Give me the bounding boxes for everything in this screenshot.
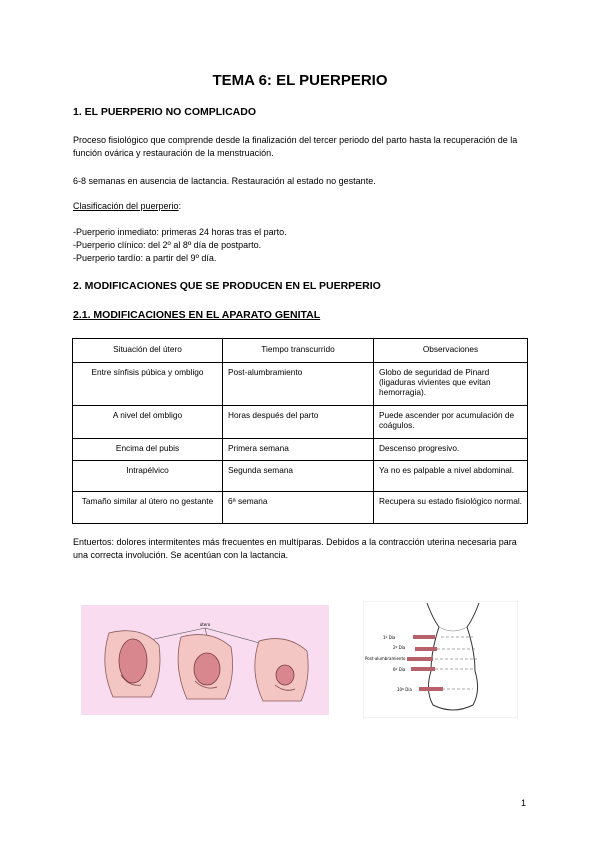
day-label: 2º Día	[393, 645, 406, 650]
table-cell: Post-alumbramiento	[223, 363, 374, 406]
fundal-height-diagram	[363, 601, 518, 718]
torso-panel-1	[105, 631, 160, 697]
marker-bar	[419, 687, 443, 691]
uterus-shape	[276, 665, 294, 685]
uterus-table	[72, 338, 528, 524]
table-cell: Globo de seguridad de Pinard (ligaduras vivientes que evitan hemorragia).	[374, 363, 528, 406]
table-cell: 6ª semana	[223, 492, 374, 524]
duration-paragraph: 6-8 semanas en ausencia de lactancia. Restauración al estado no gestante.	[73, 176, 376, 186]
table-cell: Ya no es palpable a nivel abdominal.	[374, 461, 528, 492]
day-label: 6º Día	[393, 667, 406, 672]
table-cell: Horas después del parto	[223, 406, 374, 439]
marker-bar	[415, 647, 437, 651]
marker-bar	[413, 635, 435, 639]
section-heading-2-1: 2.1. MODIFICACIONES EN EL APARATO GENITAL	[73, 309, 321, 321]
marker-bar	[411, 667, 435, 671]
day-label: 1º Día	[383, 635, 396, 640]
table-cell: Encima del pubis	[73, 439, 223, 461]
table-cell: Puede ascender por acumulación de coágulos.	[374, 406, 528, 439]
table-cell: Segunda semana	[223, 461, 374, 492]
day-label: Post-alumbramiento	[365, 656, 406, 661]
table-row	[73, 461, 528, 492]
table-row	[73, 439, 528, 461]
section-heading-2: 2. MODIFICACIONES QUE SE PRODUCEN EN EL PUERPERIO	[73, 280, 381, 292]
table-row	[73, 363, 528, 406]
list-item: -Puerperio inmediato: primeras 24 horas tras el parto.	[73, 227, 287, 237]
definition-paragraph: Proceso fisiológico que comprende desde la finalización del tercer periodo del parto hasta la recuperación de la función ovárica y restauración de la menstruación.	[73, 135, 518, 158]
table-cell: Tamaño similar al útero no gestante	[73, 492, 223, 524]
page-title: TEMA 6: EL PUERPERIO	[212, 72, 388, 89]
table-cell: A nivel del ombligo	[73, 406, 223, 439]
entuertos-paragraph: Entuertos: dolores intermitentes más frecuentes en multíparas. Debidos a la contracción uterina necesaria para una correcta involución. Se acentúan con la lactancia.	[73, 537, 517, 560]
section-heading-1: 1. EL PUERPERIO NO COMPLICADO	[73, 106, 256, 118]
fundal-height-figure	[363, 601, 518, 718]
marker-bar	[407, 657, 433, 661]
table-header-row	[73, 339, 528, 363]
uterus-shape	[119, 639, 147, 683]
torso-panel-3	[255, 639, 308, 701]
table-cell: Descenso progresivo.	[374, 439, 528, 461]
classification-list	[73, 226, 533, 265]
table-row	[73, 492, 528, 524]
page-number: 1	[521, 798, 527, 808]
list-item: -Puerperio tardío: a partir del 9º día.	[73, 253, 217, 263]
column-header: Situación del útero	[73, 339, 223, 363]
list-item: -Puerperio clínico: del 2º al 8º día de postparto.	[73, 240, 262, 250]
day-label: 10º Día	[397, 687, 412, 692]
column-header: Tiempo transcurrido	[223, 339, 374, 363]
uterus-involution-figure	[81, 605, 329, 715]
table-row	[73, 406, 528, 439]
torso-panel-2	[178, 635, 232, 699]
table-cell: Intrapélvico	[73, 461, 223, 492]
table-cell: Entre sínfisis púbica y ombligo	[73, 363, 223, 406]
table-cell: Recupera su estado fisiológico normal.	[374, 492, 528, 524]
classification-colon: :	[178, 201, 182, 211]
uterus-label: útero	[199, 622, 211, 627]
uterus-shape	[194, 653, 220, 685]
classification-label	[73, 200, 533, 213]
uterus-illustration	[81, 605, 329, 715]
column-header: Observaciones	[374, 339, 528, 363]
classification-label-text: Clasificación del puerperio	[73, 201, 179, 211]
table-cell: Primera semana	[223, 439, 374, 461]
